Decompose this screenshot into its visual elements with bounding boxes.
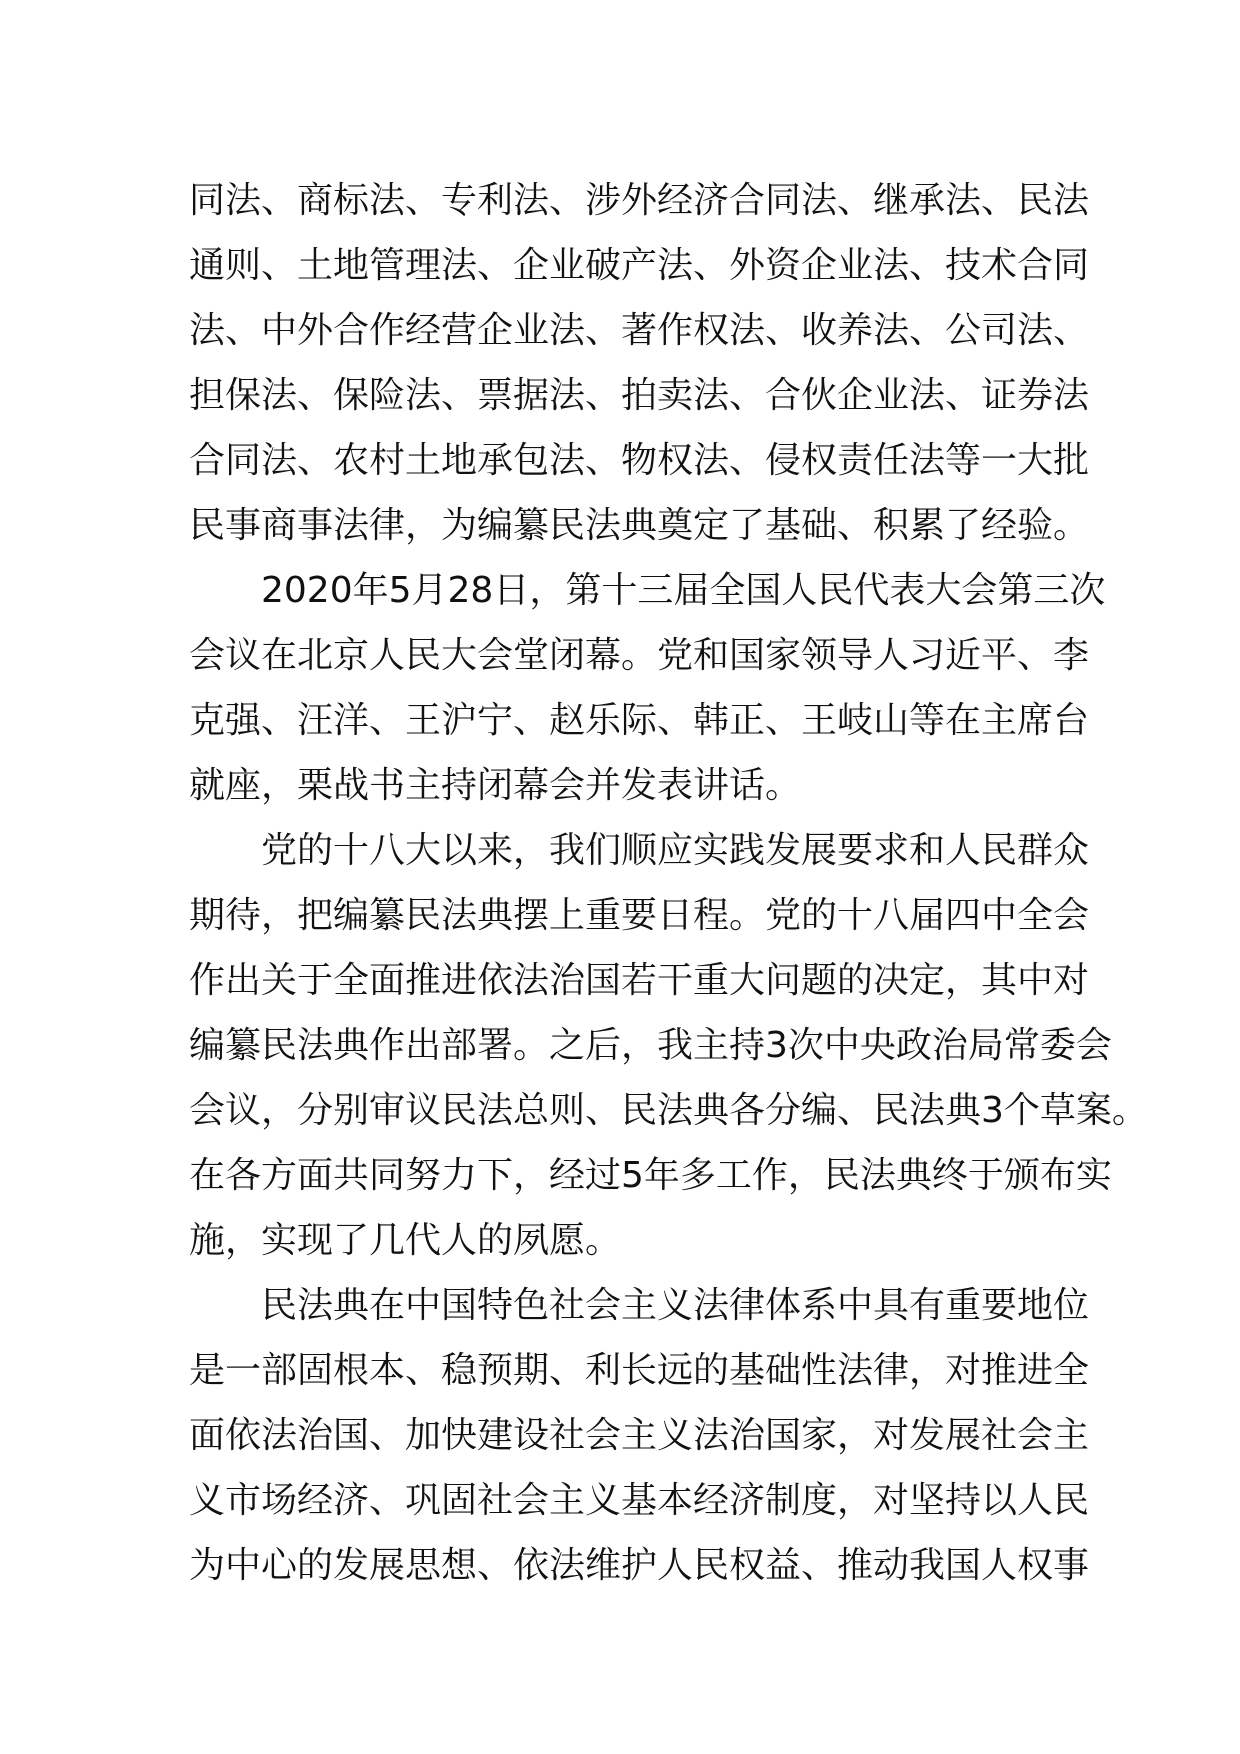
text-line: 会议在北京人民大会堂闭幕。党和国家领导人习近平、李 (189, 635, 1090, 676)
text-line: 克强、汪洋、王沪宁、赵乐际、韩正、王岐山等在主席台 (189, 700, 1090, 741)
text-line: 面依法治国、加快建设社会主义法治国家，对发展社会主 (189, 1415, 1090, 1456)
text-line: 会议，分别审议民法总则、民法典各分编、民法典3个草案。 (189, 1090, 1148, 1131)
text-line: 法、中外合作经营企业法、著作权法、收养法、公司法、 (189, 310, 1090, 351)
text-line: 民事商事法律，为编纂民法典奠定了基础、积累了经验。 (189, 505, 1090, 546)
paragraph-first-line: 2020年5月28日，第十三届全国人民代表大会第三次 (261, 570, 1106, 611)
text-line: 就座，栗战书主持闭幕会并发表讲话。 (189, 765, 802, 806)
text-line: 期待，把编纂民法典摆上重要日程。党的十八届四中全会 (189, 895, 1090, 936)
text-line: 担保法、保险法、票据法、拍卖法、合伙企业法、证券法 (189, 375, 1090, 416)
text-line: 在各方面共同努力下，经过5年多工作，民法典终于颁布实 (189, 1155, 1112, 1196)
body-text (189, 168, 1148, 1598)
text-line: 义市场经济、巩固社会主义基本经济制度，对坚持以人民 (189, 1480, 1090, 1521)
text-line: 合同法、农村土地承包法、物权法、侵权责任法等一大批 (189, 440, 1090, 481)
paragraph-first-line: 民法典在中国特色社会主义法律体系中具有重要地位 (261, 1285, 1090, 1326)
text-line: 同法、商标法、专利法、涉外经济合同法、继承法、民法 (189, 180, 1090, 221)
text-line: 作出关于全面推进依法治国若干重大问题的决定，其中对 (189, 960, 1090, 1001)
paragraph-first-line: 党的十八大以来，我们顺应实践发展要求和人民群众 (261, 830, 1090, 871)
text-line: 编纂民法典作出部署。之后，我主持3次中央政治局常委会 (189, 1025, 1112, 1066)
text-line: 通则、土地管理法、企业破产法、外资企业法、技术合同 (189, 245, 1090, 286)
text-line: 为中心的发展思想、依法维护人民权益、推动我国人权事 (189, 1545, 1090, 1586)
text-line: 施，实现了几代人的夙愿。 (189, 1220, 622, 1261)
text-line: 是一部固根本、稳预期、利长远的基础性法律，对推进全 (189, 1350, 1090, 1391)
